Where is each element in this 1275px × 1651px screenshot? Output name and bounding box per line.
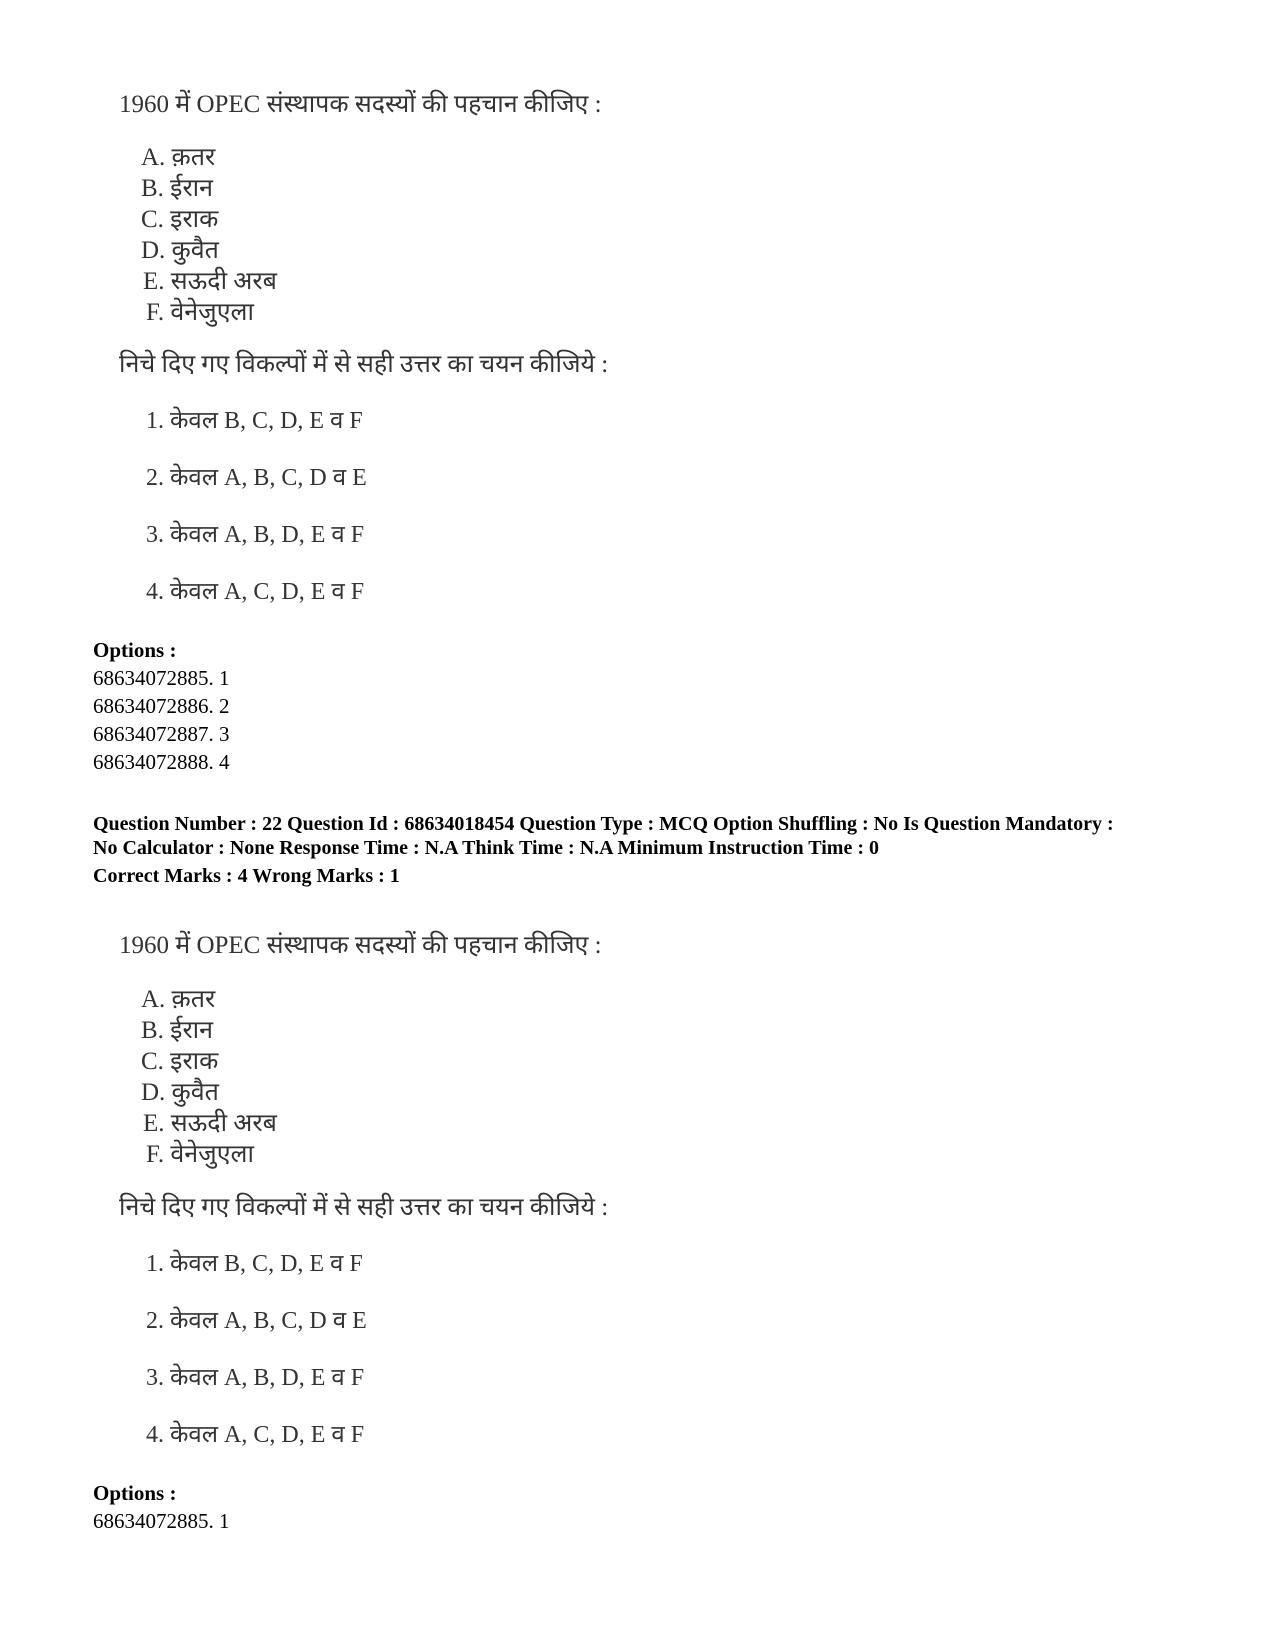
choice-a: A. क़तर — [141, 144, 216, 171]
choice-c: C. इराक — [141, 1048, 219, 1075]
choice-b: B. ईरान — [141, 1017, 214, 1044]
options-heading: Options : — [93, 1481, 177, 1505]
option-id-row: 68634072886. 2 — [93, 694, 230, 718]
option-id-row: 68634072885. 1 — [93, 666, 230, 690]
question-marks: Correct Marks : 4 Wrong Marks : 1 — [93, 865, 400, 887]
answer-choice-3: 3. केवल A, B, D, E व F — [146, 1365, 365, 1391]
choice-d: D. कुवैत — [141, 237, 219, 264]
option-id-row: 68634072888. 4 — [93, 750, 230, 774]
option-id-row: 68634072885. 1 — [93, 1509, 230, 1533]
answer-choice-2: 2. केवल A, B, C, D व E — [146, 1308, 367, 1334]
question-instruction: निचे दिए गए विकल्पों में से सही उत्तर का चयन कीजिये : — [119, 1194, 609, 1221]
answer-choice-2: 2. केवल A, B, C, D व E — [146, 465, 367, 491]
answer-choice-4: 4. केवल A, C, D, E व F — [146, 579, 365, 605]
options-heading: Options : — [93, 638, 177, 662]
question-meta-line-1: Question Number : 22 Question Id : 68634018454 Question Type : MCQ Option Shuffling : No Is Question Mandatory : — [93, 813, 1114, 835]
question-title: 1960 में OPEC संस्थापक सदस्यों की पहचान कीजिए : — [119, 932, 602, 959]
option-id-row: 68634072887. 3 — [93, 722, 230, 746]
answer-choice-1: 1. केवल B, C, D, E व F — [146, 1251, 363, 1277]
choice-a: A. क़तर — [141, 986, 216, 1013]
choice-f: F. वेनेजुएला — [146, 1141, 254, 1168]
answer-choice-4: 4. केवल A, C, D, E व F — [146, 1422, 365, 1448]
answer-choice-1: 1. केवल B, C, D, E व F — [146, 408, 363, 434]
choice-e: E. सऊदी अरब — [143, 1110, 277, 1137]
choice-e: E. सऊदी अरब — [143, 268, 277, 295]
question-meta-line-2: No Calculator : None Response Time : N.A Think Time : N.A Minimum Instruction Time : 0 — [93, 837, 879, 859]
choice-c: C. इराक — [141, 206, 219, 233]
choice-d: D. कुवैत — [141, 1079, 219, 1106]
question-title: 1960 में OPEC संस्थापक सदस्यों की पहचान कीजिए : — [119, 91, 602, 118]
question-instruction: निचे दिए गए विकल्पों में से सही उत्तर का चयन कीजिये : — [119, 351, 609, 378]
choice-b: B. ईरान — [141, 175, 214, 202]
choice-f: F. वेनेजुएला — [146, 299, 254, 326]
answer-choice-3: 3. केवल A, B, D, E व F — [146, 522, 365, 548]
